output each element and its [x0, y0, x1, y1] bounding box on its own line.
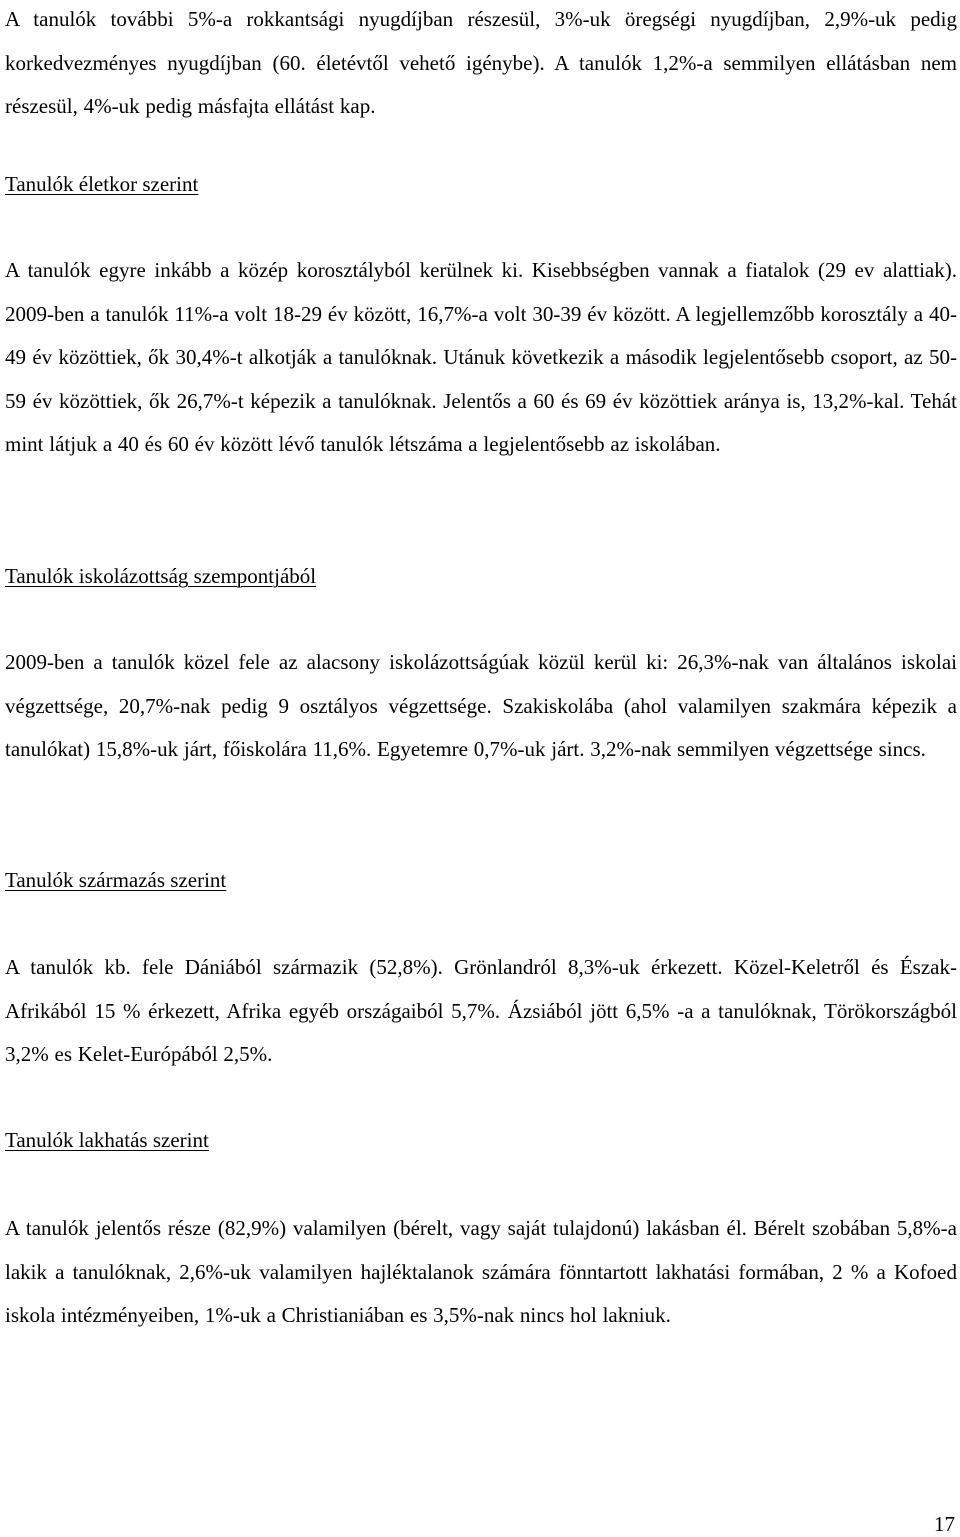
- heading-housing: Tanulók lakhatás szerint: [5, 1128, 209, 1152]
- paragraph-pension: A tanulók további 5%-a rokkantsági nyugdíjban részesül, 3%-uk öregségi nyugdíjban, 2,9%-uk pedig korkedvezményes nyugdíjban (60. életévtől vehető igénybe). A tanulók 1,2%-a semmilyen ellátásban nem részesül, 4%-uk pedig másfajta ellátást kap.: [5, 7, 957, 118]
- paragraph-age: A tanulók egyre inkább a közép korosztályból kerülnek ki. Kisebbségben vannak a fiatalok (29 ev alattiak). 2009-ben a tanulók 11%-a volt 18-29 év között, 16,7%-a volt 30-39 év között. A legjellemzőbb korosztály a 40-49 év közöttiek, ők 30,4%-t alkotják a tanulóknak. Utánuk következik a második legjelentősebb csoport, az 50-59 év közöttiek, ők 26,7%-t képezik a tanulóknak. Jelentős a 60 és 69 év közöttiek aránya is, 13,2%-kal. Tehát mint látjuk a 40 és 60 év között lévő tanulók létszáma a legjelentősebb az iskolában.: [5, 258, 957, 456]
- heading-education: Tanulók iskolázottság szempontjából: [5, 564, 317, 588]
- paragraph-education: 2009-ben a tanulók közel fele az alacsony iskolázottságúak közül kerül ki: 26,3%-nak van általános iskolai végzettsége, 20,7%-nak pedig 9 osztályos végzettsége. Szakiskolába (ahol valamilyen szakmára képezik a tanulókat) 15,8%-uk járt, főiskolára 11,6%. Egyetemre 0,7%-uk járt. 3,2%-nak semmilyen végzettsége sincs.: [5, 650, 957, 761]
- paragraph-housing: A tanulók jelentős része (82,9%) valamilyen (bérelt, vagy saját tulajdonú) lakásban él. Bérelt szobában 5,8%-a lakik a tanulóknak, 2,6%-uk valamilyen hajléktalanok számára fönntartott lakhatási formában, 2 % a Kofoed iskola intézményeiben, 1%-uk a Christianiában es 3,5%-nak nincs hol lakniuk.: [5, 1216, 957, 1327]
- page-number: 17: [934, 1512, 955, 1536]
- paragraph-origin: A tanulók kb. fele Dániából származik (52,8%). Grönlandról 8,3%-uk érkezett. Közel-Keletről és Észak-Afrikából 15 % érkezett, Afrika egyéb országaiból 5,7%. Ázsiából jött 6,5% -a a tanulóknak, Törökországból 3,2% es Kelet-Európából 2,5%.: [5, 955, 957, 1066]
- heading-age: Tanulók életkor szerint: [5, 172, 199, 196]
- heading-origin: Tanulók származás szerint: [5, 868, 227, 892]
